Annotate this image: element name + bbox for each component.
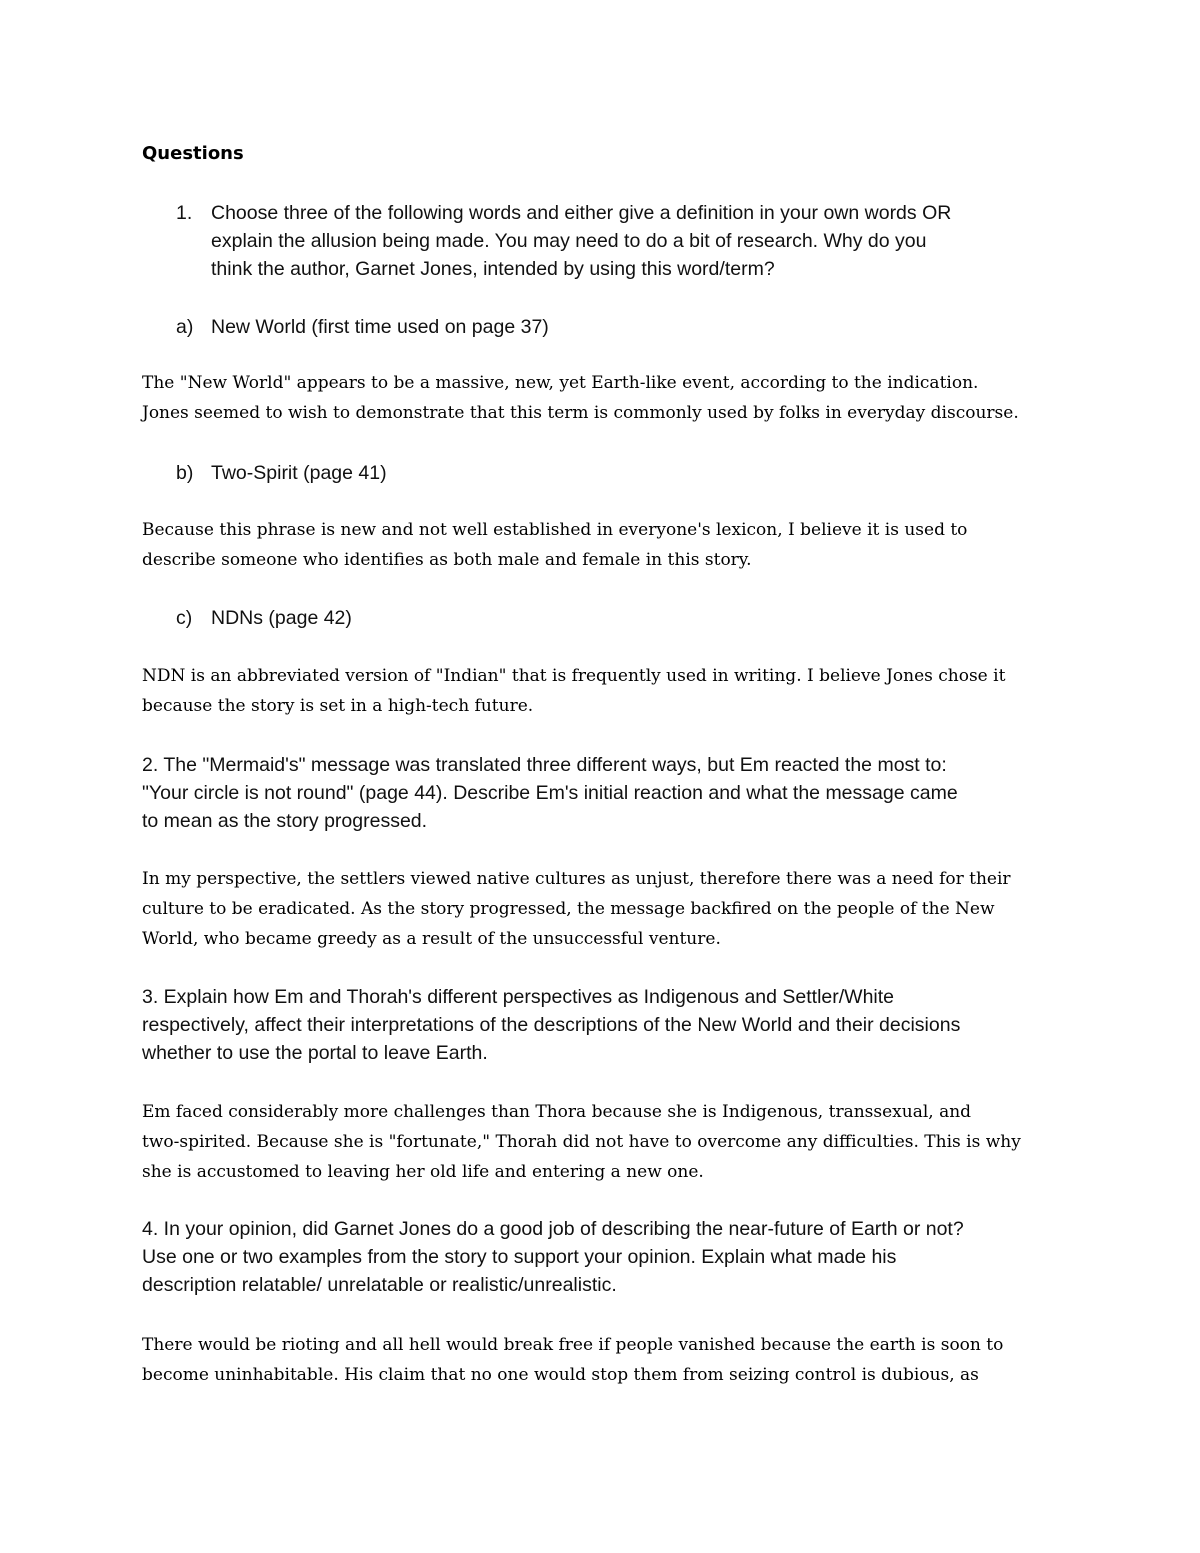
answer-line: NDN is an abbreviated version of "Indian" that is frequently used in writing. I believe Jones chose it <box>142 666 1006 686</box>
answer-line: describe someone who identifies as both male and female in this story. <box>142 550 752 570</box>
question-2 <box>142 751 1072 835</box>
item-c-label: NDNs (page 42) <box>211 607 352 629</box>
question-4-line: description relatable/ unrelatable or realistic/unrealistic. <box>142 1274 617 1296</box>
question-3-line: 3. Explain how Em and Thorah's different perspectives as Indigenous and Settler/White <box>142 986 895 1008</box>
item-a-letter: a) <box>176 316 194 338</box>
question-2-line: 2. The "Mermaid's" message was translated three different ways, but Em reacted the most to: <box>142 754 947 776</box>
page-heading: Questions <box>142 143 244 164</box>
question-4-line: Use one or two examples from the story to support your opinion. Explain what made his <box>142 1246 897 1268</box>
answer-line: The "New World" appears to be a massive, new, yet Earth-like event, according to the indication. <box>142 373 979 393</box>
answer-line: World, who became greedy as a result of the unsuccessful venture. <box>142 929 721 949</box>
answer-2 <box>142 864 1072 954</box>
item-a <box>176 313 549 341</box>
answer-c <box>142 661 1072 721</box>
answer-a <box>142 368 1072 428</box>
question-3-line: whether to use the portal to leave Earth. <box>142 1042 488 1064</box>
question-1-number: 1. <box>176 202 193 224</box>
question-1 <box>176 199 1076 283</box>
item-b <box>176 459 387 487</box>
item-b-label: Two-Spirit (page 41) <box>211 462 387 484</box>
question-3 <box>142 983 1072 1067</box>
answer-4 <box>142 1330 1072 1390</box>
answer-line: In my perspective, the settlers viewed native cultures as unjust, therefore there was a need for their <box>142 869 1011 889</box>
question-2-line: to mean as the story progressed. <box>142 810 428 832</box>
answer-line: two-spirited. Because she is "fortunate," Thorah did not have to overcome any difficulties. This is why <box>142 1132 1021 1152</box>
question-1-line: explain the allusion being made. You may need to do a bit of research. Why do you <box>211 230 927 252</box>
question-1-line: Choose three of the following words and either give a definition in your own words OR <box>211 202 952 224</box>
item-c-letter: c) <box>176 607 193 629</box>
item-a-label: New World (first time used on page 37) <box>211 316 549 338</box>
answer-line: There would be rioting and all hell would break free if people vanished because the earth is soon to <box>142 1335 1004 1355</box>
item-b-letter: b) <box>176 462 194 484</box>
answer-line: Em faced considerably more challenges than Thora because she is Indigenous, transsexual, and <box>142 1102 972 1122</box>
answer-line: she is accustomed to leaving her old life and entering a new one. <box>142 1162 704 1182</box>
question-1-line: think the author, Garnet Jones, intended by using this word/term? <box>211 258 775 280</box>
answer-line: culture to be eradicated. As the story progressed, the message backfired on the people of the New <box>142 899 995 919</box>
answer-line: Jones seemed to wish to demonstrate that this term is commonly used by folks in everyday discourse. <box>142 403 1019 423</box>
item-c <box>176 604 352 632</box>
answer-3 <box>142 1097 1072 1187</box>
answer-b <box>142 515 1072 575</box>
question-4-line: 4. In your opinion, did Garnet Jones do a good job of describing the near-future of Earth or not? <box>142 1218 964 1240</box>
question-3-line: respectively, affect their interpretations of the descriptions of the New World and their decisions <box>142 1014 961 1036</box>
question-4 <box>142 1215 1072 1299</box>
answer-line: because the story is set in a high-tech future. <box>142 696 534 716</box>
answer-line: become uninhabitable. His claim that no one would stop them from seizing control is dubious, as <box>142 1365 979 1385</box>
answer-line: Because this phrase is new and not well established in everyone's lexicon, I believe it is used to <box>142 520 968 540</box>
question-2-line: "Your circle is not round" (page 44). Describe Em's initial reaction and what the message came <box>142 782 958 804</box>
